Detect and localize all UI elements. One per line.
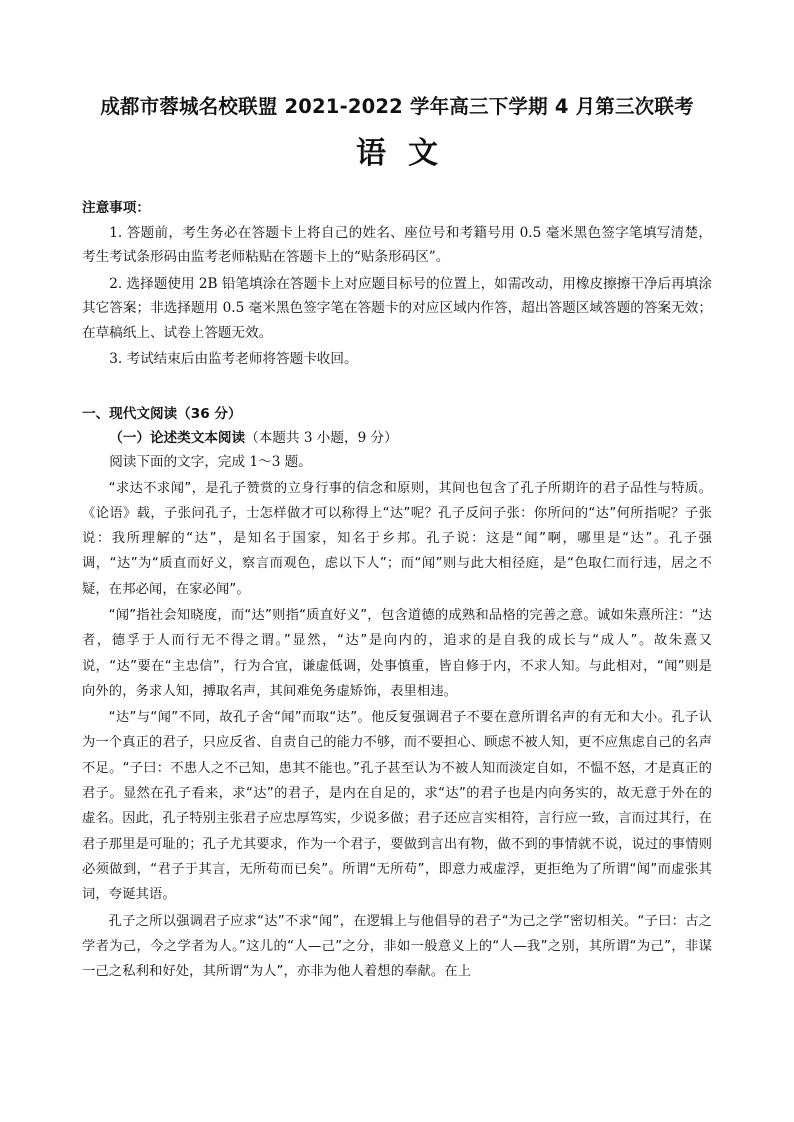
section-heading: 一、现代文阅读（36 分）: [82, 405, 242, 422]
notice-item: 2. 选择题使用 2B 铅笔填涂在答题卡上对应题目标号的位置上，如需改动，用橡皮擦擦干净后再填涂其它答案；非选择题用 0.5 毫米黑色签字笔在答题卡的对应区域内作答，超出答题区域答题的答案无效；在草稿纸上、试卷上答题无效。: [82, 275, 712, 341]
article-paragraph: “达”与“闻”不同，故孔子舍“闻”而取“达”。他反复强调君子不要在意所谓名声的有无和大小。孔子认为一个真正的君子，只应反省、自责自己的能力不够，而不要担心、顾虑不被人知，更不应焦虑自己的名声不足。“子曰：不患人之不己知，患其不能也。”孔子甚至认为不被人知而淡定自如，不愠不怒，才是真正的君子。显然在孔子看来，求“达”的君子，是内在自足的，求“达”的君子也是内向务实的，故无意于外在的虚名。因此，孔子特别主张君子应忠厚笃实，少说多做；君子还应言实相符，言行应一致，言而过其行，在君子那里是可耻的；孔子尤其要求，作为一个君子，要做到言出有物，做不到的事情就不说，说过的事情则必须做到，“君子于其言，无所苟而已矣”。所谓“无所苟”，即意力戒虚浮，更拒绝为了所谓“闻”而虚张其词，夸诞其语。: [82, 710, 712, 903]
article-paragraph: “闻”指社会知晓度，而“达”则指“质直好义”，包含道德的成熟和品格的完善之意。诚如朱熹所注：“达者，德孚于人而行无不得之谓。”显然，“达”是向内的，追求的是自我的成长与“成人”。故朱熹又说，“达”要在“主忠信”，行为合宜，谦虚低调，处事慎重，皆自修于内，不求人知。与此相对，“闻”则是向外的，务求人知，搏取名声，其间难免务虚矫饰，表里相违。: [82, 607, 712, 699]
reading-article: [82, 476, 712, 985]
sub-section-title: （一）论述类文本阅读: [109, 429, 246, 446]
notice-item: 1. 答题前，考生务必在答题卡上将自己的姓名、座位号和考籍号用 0.5 毫米黑色签字笔填写清楚，考生考试条形码由监考老师粘贴在答题卡上的“贴条形码区”。: [82, 224, 712, 265]
article-paragraph: 孔子之所以强调君子应求“达”不求“闻”，在逻辑上与他倡导的君子“为己之学”密切相关。“子曰：古之学者为己，今之学者为人。”这儿的“人—己”之分，非如一般意义上的“人—我”之别，其所谓“为己”，非谋一己之私利和好处，其所谓“为人”，亦非为他人着想的奉献。在上: [82, 913, 712, 980]
notice-heading: 注意事项：: [82, 200, 150, 216]
sub-section-heading: [109, 426, 712, 450]
subject-title: 语文: [356, 136, 460, 171]
article-paragraph: “求达不求闻”，是孔子赞赏的立身行事的信念和原则，其间也包含了孔子所期许的君子品性与特质。《论语》载，子张问孔子，士怎样做才可以称得上“达”呢？孔子反问子张：你所问的“达”何所指呢？子张说：我所理解的“达”，是知名于国家，知名于乡邦。孔子说：这是“闻”啊，哪里是“达”。孔子强调，“达”为“质直而好义，察言而观色，虑以下人”；而“闻”则与此大相径庭，是“色取仁而行违，居之不疑，在邦必闻，在家必闻”。: [82, 480, 712, 597]
reading-instruction: 阅读下面的文字，完成 1～3 题。: [109, 453, 312, 470]
sub-section-note: （本题共 3 小题，9 分）: [245, 429, 398, 446]
notice-item: 3. 考试结束后由监考老师将答题卡收回。: [109, 351, 358, 367]
exam-title: 成都市蓉城名校联盟 2021-2022 学年高三下学期 4 月第三次联考: [100, 95, 694, 118]
notice-section: [82, 196, 712, 372]
